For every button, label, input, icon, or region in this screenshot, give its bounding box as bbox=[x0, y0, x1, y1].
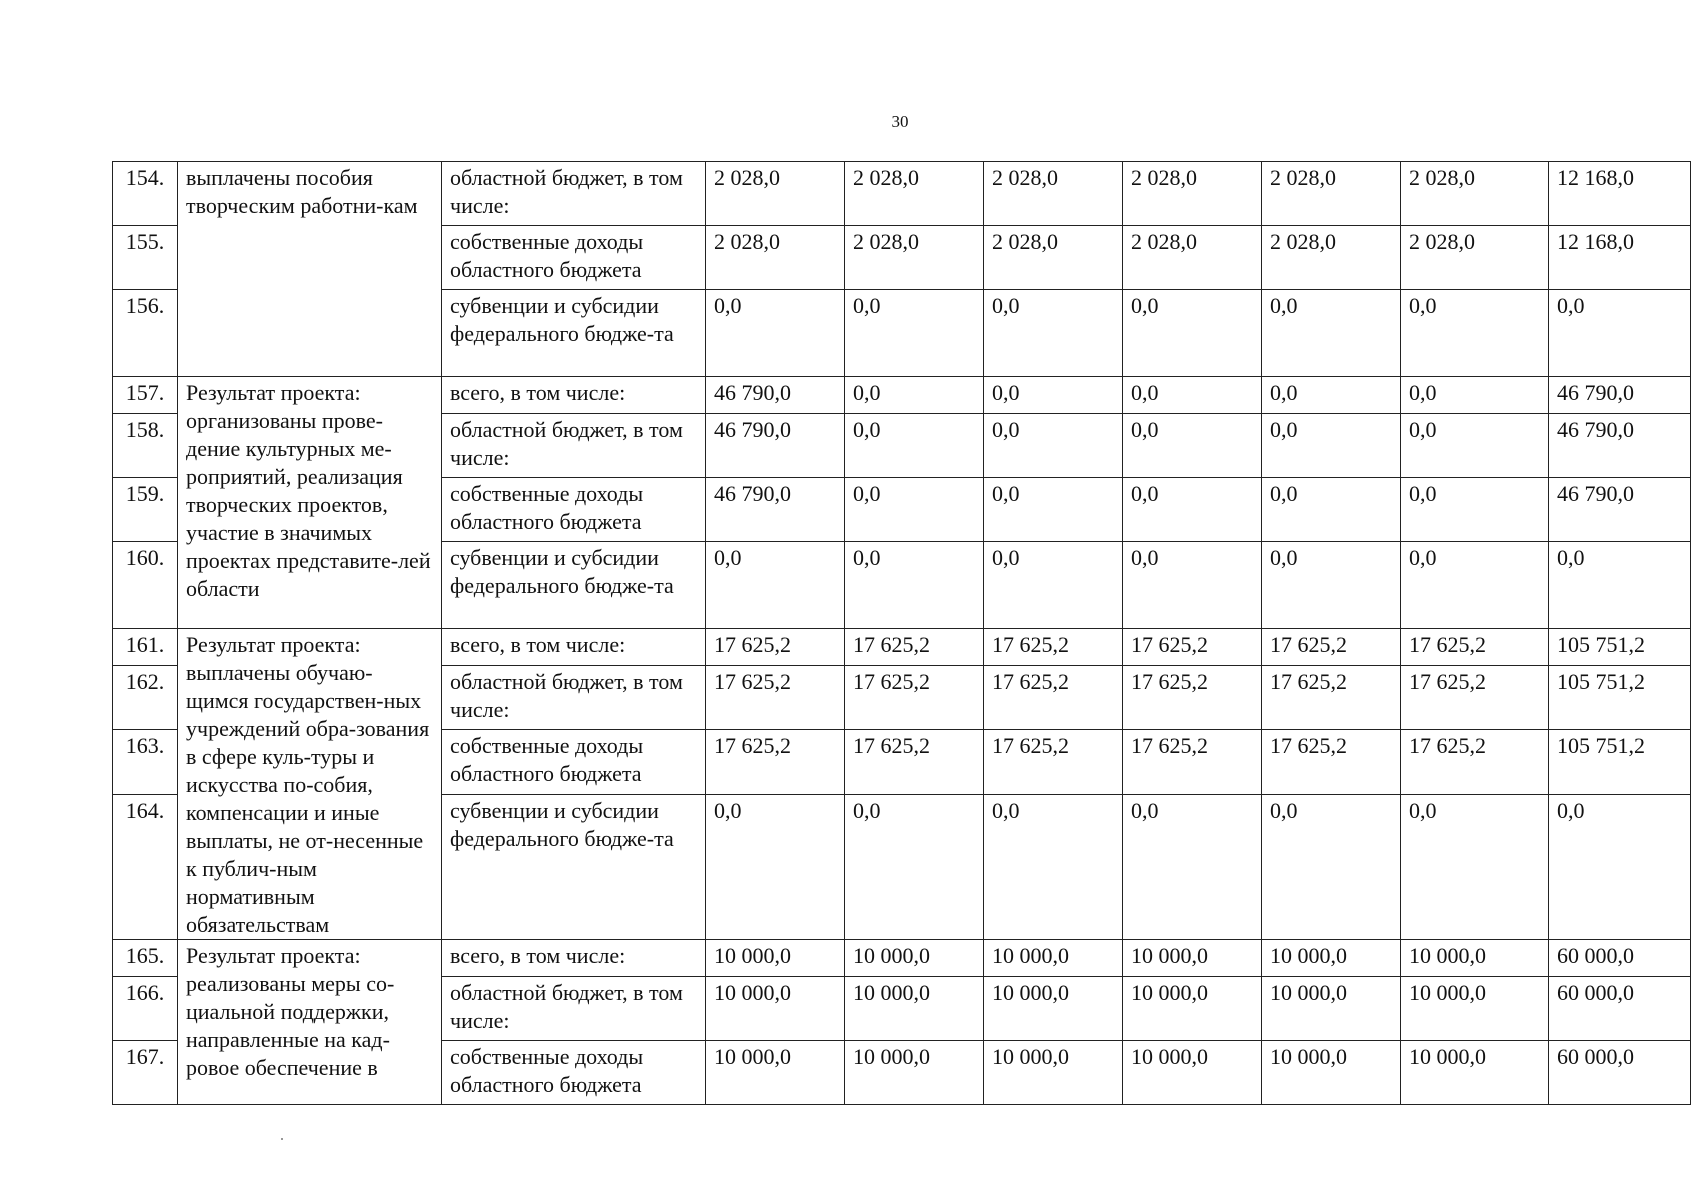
year-value: 0,0 bbox=[845, 794, 984, 939]
year-value: 0,0 bbox=[845, 478, 984, 542]
table-row bbox=[113, 162, 1691, 226]
year-value: 0,0 bbox=[706, 290, 845, 377]
year-value: 17 625,2 bbox=[706, 666, 845, 730]
year-value: 0,0 bbox=[984, 478, 1123, 542]
year-value: 17 625,2 bbox=[1123, 666, 1262, 730]
year-value: 17 625,2 bbox=[845, 629, 984, 666]
year-value: 2 028,0 bbox=[1123, 226, 1262, 290]
total-value: 60 000,0 bbox=[1549, 1041, 1691, 1105]
year-value: 0,0 bbox=[984, 414, 1123, 478]
year-value: 17 625,2 bbox=[1123, 730, 1262, 794]
table-row bbox=[113, 629, 1691, 666]
year-value: 0,0 bbox=[1123, 290, 1262, 377]
funding-source: областной бюджет, в том числе: bbox=[442, 977, 706, 1041]
year-value: 10 000,0 bbox=[845, 940, 984, 977]
year-value: 10 000,0 bbox=[1401, 977, 1549, 1041]
funding-source: всего, в том числе: bbox=[442, 377, 706, 414]
total-value: 12 168,0 bbox=[1549, 162, 1691, 226]
funding-source: собственные доходы областного бюджета bbox=[442, 478, 706, 542]
total-value: 0,0 bbox=[1549, 542, 1691, 629]
year-value: 17 625,2 bbox=[1123, 629, 1262, 666]
year-value: 2 028,0 bbox=[984, 162, 1123, 226]
year-value: 0,0 bbox=[1123, 794, 1262, 939]
total-value: 105 751,2 bbox=[1549, 629, 1691, 666]
year-value: 0,0 bbox=[1401, 414, 1549, 478]
year-value: 0,0 bbox=[1262, 478, 1401, 542]
total-value: 105 751,2 bbox=[1549, 666, 1691, 730]
year-value: 10 000,0 bbox=[845, 1041, 984, 1105]
year-value: 2 028,0 bbox=[1401, 162, 1549, 226]
year-value: 46 790,0 bbox=[706, 478, 845, 542]
result-description: Результат проекта: выплачены обучаю-щимся государствен-ных учреждений обра-зования в сфере куль-туры и искусства по-собия, компенсации и иные выплаты, не от-несенные к публич-ным нормативным обязательствам bbox=[178, 629, 442, 940]
year-value: 0,0 bbox=[984, 542, 1123, 629]
row-number: 164. bbox=[113, 794, 178, 939]
year-value: 0,0 bbox=[1401, 290, 1549, 377]
row-number: 165. bbox=[113, 940, 178, 977]
funding-source: всего, в том числе: bbox=[442, 940, 706, 977]
year-value: 10 000,0 bbox=[1123, 1041, 1262, 1105]
year-value: 10 000,0 bbox=[984, 977, 1123, 1041]
result-description: Результат проекта: реализованы меры со-циальной поддержки, направленные на кад-ровое обеспечение в bbox=[178, 940, 442, 1105]
row-number: 154. bbox=[113, 162, 178, 226]
year-value: 0,0 bbox=[1123, 478, 1262, 542]
year-value: 0,0 bbox=[1262, 414, 1401, 478]
table-body bbox=[113, 162, 1691, 1105]
total-value: 60 000,0 bbox=[1549, 977, 1691, 1041]
year-value: 17 625,2 bbox=[984, 629, 1123, 666]
year-value: 10 000,0 bbox=[984, 1041, 1123, 1105]
scan-speck bbox=[281, 1138, 283, 1140]
year-value: 17 625,2 bbox=[706, 629, 845, 666]
year-value: 17 625,2 bbox=[1401, 666, 1549, 730]
year-value: 0,0 bbox=[1262, 290, 1401, 377]
year-value: 2 028,0 bbox=[845, 226, 984, 290]
year-value: 17 625,2 bbox=[845, 666, 984, 730]
result-description: Результат проекта: организованы прове-дение культурных ме-роприятий, реализация творческих проектов, участие в значимых проектах представите-лей области bbox=[178, 377, 442, 629]
funding-source: собственные доходы областного бюджета bbox=[442, 730, 706, 794]
year-value: 0,0 bbox=[706, 542, 845, 629]
total-value: 12 168,0 bbox=[1549, 226, 1691, 290]
year-value: 10 000,0 bbox=[1401, 940, 1549, 977]
year-value: 0,0 bbox=[984, 377, 1123, 414]
year-value: 0,0 bbox=[1262, 542, 1401, 629]
table-row bbox=[113, 940, 1691, 977]
year-value: 0,0 bbox=[845, 414, 984, 478]
year-value: 10 000,0 bbox=[1262, 1041, 1401, 1105]
total-value: 0,0 bbox=[1549, 290, 1691, 377]
row-number: 163. bbox=[113, 730, 178, 794]
year-value: 0,0 bbox=[1401, 478, 1549, 542]
year-value: 10 000,0 bbox=[1262, 940, 1401, 977]
year-value: 17 625,2 bbox=[845, 730, 984, 794]
row-number: 166. bbox=[113, 977, 178, 1041]
year-value: 17 625,2 bbox=[984, 666, 1123, 730]
funding-source: субвенции и субсидии федерального бюдже-та bbox=[442, 542, 706, 629]
funding-source: собственные доходы областного бюджета bbox=[442, 226, 706, 290]
row-number: 155. bbox=[113, 226, 178, 290]
year-value: 46 790,0 bbox=[706, 377, 845, 414]
year-value: 2 028,0 bbox=[706, 226, 845, 290]
row-number: 162. bbox=[113, 666, 178, 730]
year-value: 10 000,0 bbox=[706, 977, 845, 1041]
page-number: 30 bbox=[891, 112, 909, 131]
year-value: 10 000,0 bbox=[706, 1041, 845, 1105]
year-value: 0,0 bbox=[845, 542, 984, 629]
total-value: 46 790,0 bbox=[1549, 414, 1691, 478]
year-value: 0,0 bbox=[1401, 794, 1549, 939]
result-description: выплачены пособия творческим работни-кам bbox=[178, 162, 442, 377]
funding-source: субвенции и субсидии федерального бюдже-та bbox=[442, 290, 706, 377]
funding-source: областной бюджет, в том числе: bbox=[442, 162, 706, 226]
budget-table bbox=[112, 161, 1691, 1105]
total-value: 60 000,0 bbox=[1549, 940, 1691, 977]
funding-source: всего, в том числе: bbox=[442, 629, 706, 666]
year-value: 10 000,0 bbox=[1123, 940, 1262, 977]
year-value: 0,0 bbox=[984, 290, 1123, 377]
year-value: 0,0 bbox=[845, 290, 984, 377]
year-value: 17 625,2 bbox=[1401, 730, 1549, 794]
table-row bbox=[113, 377, 1691, 414]
year-value: 2 028,0 bbox=[984, 226, 1123, 290]
year-value: 0,0 bbox=[1123, 377, 1262, 414]
year-value: 0,0 bbox=[1262, 377, 1401, 414]
funding-source: областной бюджет, в том числе: bbox=[442, 666, 706, 730]
year-value: 17 625,2 bbox=[1262, 666, 1401, 730]
year-value: 2 028,0 bbox=[1262, 226, 1401, 290]
row-number: 158. bbox=[113, 414, 178, 478]
year-value: 17 625,2 bbox=[984, 730, 1123, 794]
year-value: 2 028,0 bbox=[706, 162, 845, 226]
year-value: 10 000,0 bbox=[984, 940, 1123, 977]
year-value: 2 028,0 bbox=[1123, 162, 1262, 226]
year-value: 0,0 bbox=[706, 794, 845, 939]
row-number: 157. bbox=[113, 377, 178, 414]
year-value: 0,0 bbox=[845, 377, 984, 414]
row-number: 156. bbox=[113, 290, 178, 377]
year-value: 17 625,2 bbox=[1262, 629, 1401, 666]
funding-source: собственные доходы областного бюджета bbox=[442, 1041, 706, 1105]
row-number: 159. bbox=[113, 478, 178, 542]
year-value: 0,0 bbox=[1123, 414, 1262, 478]
year-value: 0,0 bbox=[984, 794, 1123, 939]
year-value: 17 625,2 bbox=[1262, 730, 1401, 794]
funding-source: областной бюджет, в том числе: bbox=[442, 414, 706, 478]
year-value: 17 625,2 bbox=[706, 730, 845, 794]
year-value: 0,0 bbox=[1401, 542, 1549, 629]
row-number: 161. bbox=[113, 629, 178, 666]
year-value: 10 000,0 bbox=[1123, 977, 1262, 1041]
total-value: 46 790,0 bbox=[1549, 377, 1691, 414]
year-value: 2 028,0 bbox=[1401, 226, 1549, 290]
row-number: 160. bbox=[113, 542, 178, 629]
funding-source: субвенции и субсидии федерального бюдже-та bbox=[442, 794, 706, 939]
year-value: 10 000,0 bbox=[1401, 1041, 1549, 1105]
year-value: 10 000,0 bbox=[845, 977, 984, 1041]
total-value: 0,0 bbox=[1549, 794, 1691, 939]
year-value: 10 000,0 bbox=[706, 940, 845, 977]
year-value: 2 028,0 bbox=[1262, 162, 1401, 226]
year-value: 0,0 bbox=[1401, 377, 1549, 414]
row-number: 167. bbox=[113, 1041, 178, 1105]
year-value: 0,0 bbox=[1262, 794, 1401, 939]
year-value: 46 790,0 bbox=[706, 414, 845, 478]
total-value: 46 790,0 bbox=[1549, 478, 1691, 542]
year-value: 2 028,0 bbox=[845, 162, 984, 226]
year-value: 17 625,2 bbox=[1401, 629, 1549, 666]
year-value: 10 000,0 bbox=[1262, 977, 1401, 1041]
total-value: 105 751,2 bbox=[1549, 730, 1691, 794]
year-value: 0,0 bbox=[1123, 542, 1262, 629]
